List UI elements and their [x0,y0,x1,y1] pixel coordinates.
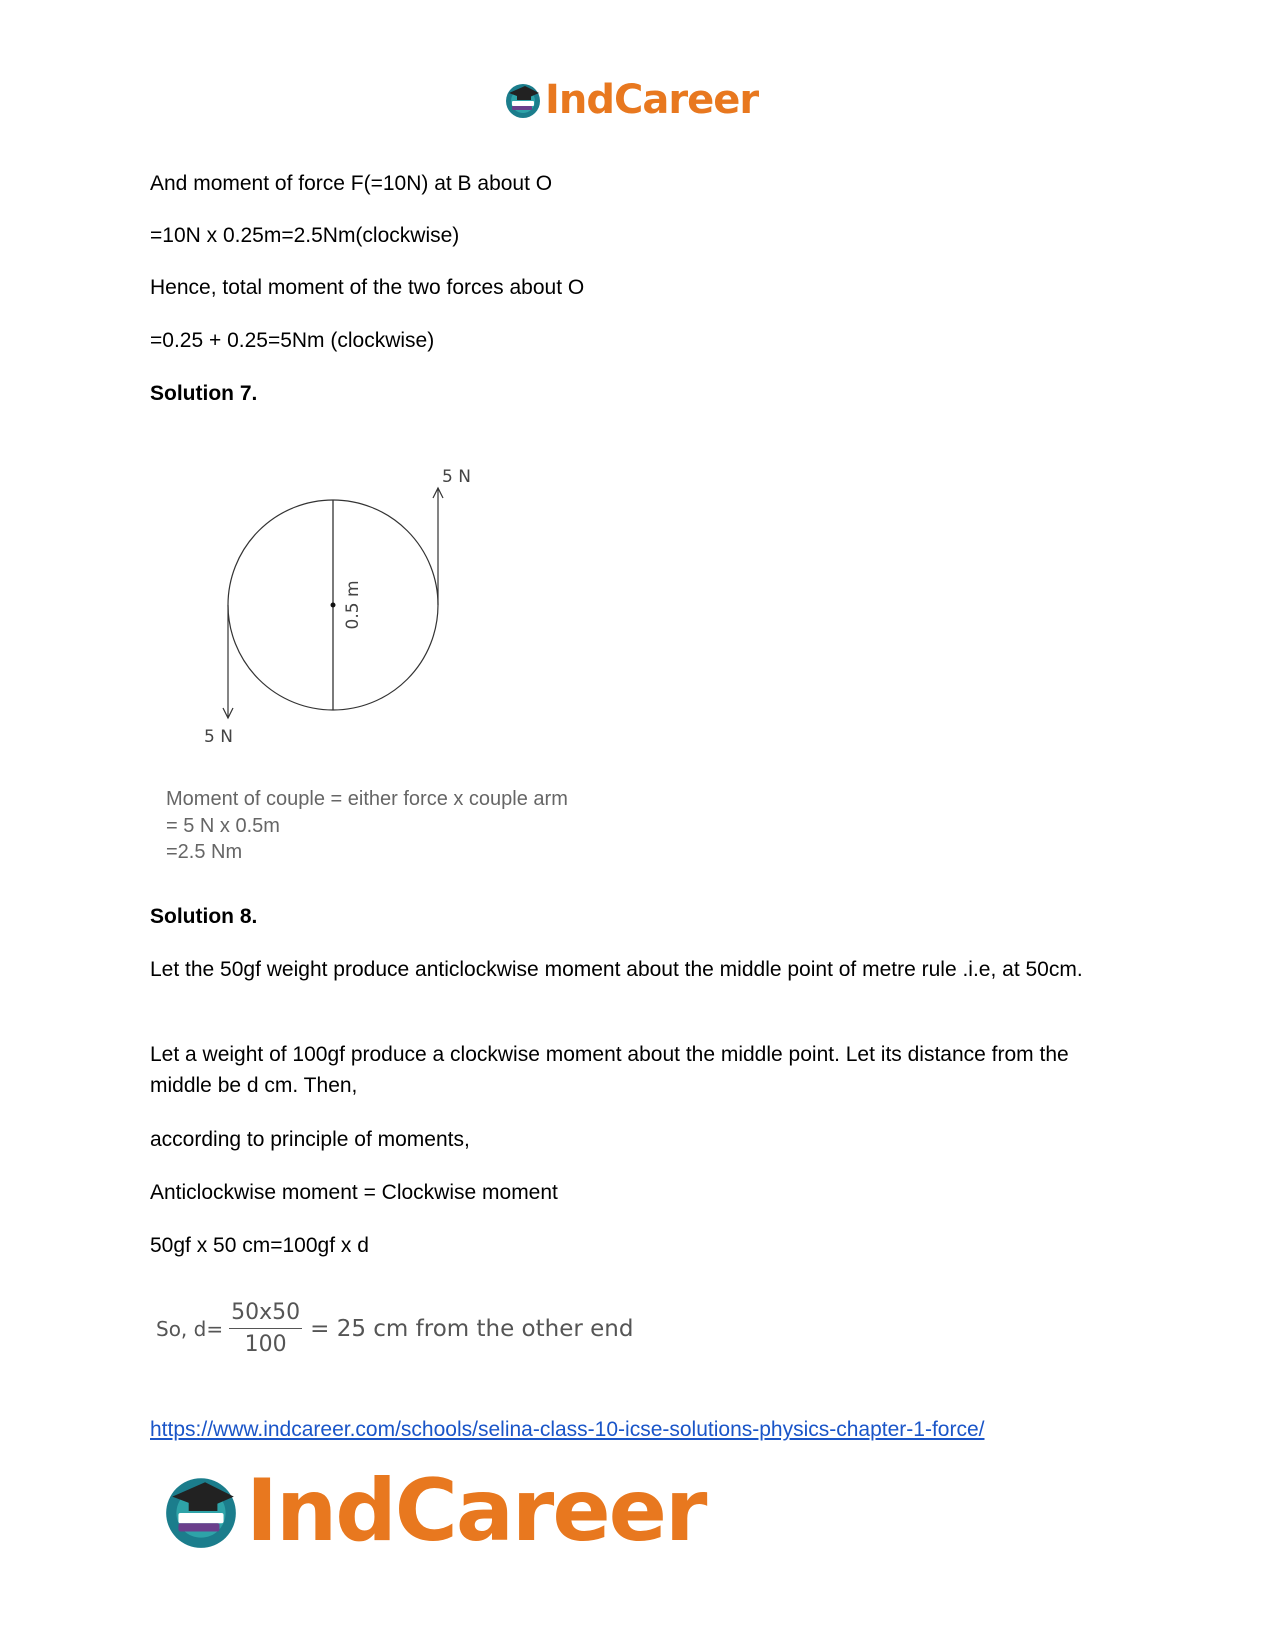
fraction-equation [156,1300,633,1357]
center-point [331,603,336,608]
paragraph: Let the 50gf weight produce anticlockwise moment about the middle point of metre rule .i.e, at 50cm. [150,958,1083,981]
fraction-prefix: So, d= [156,1316,224,1341]
fraction-denominator: 100 [244,1332,287,1357]
header-logo [503,77,759,123]
graduation-cap-icon [160,1470,242,1552]
fraction [229,1300,302,1357]
calc-line: =2.5 Nm [166,841,243,863]
text-line: And moment of force F(=10N) at B about O [150,172,553,195]
paragraph: 50gf x 50 cm=100gf x d [150,1234,369,1257]
paragraph: Anticlockwise moment = Clockwise moment [150,1181,558,1204]
calc-line: = 5 N x 0.5m [166,814,280,837]
solution-7-heading: Solution 7. [150,382,258,405]
fraction-result: = 25 cm from the other end [310,1315,634,1342]
force-bottom-label: 5 N [204,727,233,747]
solution-8-heading: Solution 8. [150,905,258,928]
footer-logo [160,1461,706,1561]
force-top-label: 5 N [442,467,471,487]
diameter-label: 0.5 m [343,580,363,630]
logo-text: IndCareer [246,1461,706,1561]
text-line: =0.25 + 0.25=5Nm (clockwise) [150,329,435,352]
logo-text: IndCareer [545,77,759,123]
paragraph: according to principle of moments, [150,1128,470,1151]
couple-calculation [166,786,568,866]
couple-diagram [190,460,490,750]
paragraph: Let a weight of 100gf produce a clockwise moment about the middle point. Let its distance from the middle be d cm. Then, [150,1043,1069,1097]
text-line: =10N x 0.25m=2.5Nm(clockwise) [150,224,460,247]
source-link[interactable]: https://www.indcareer.com/schools/selina-class-10-icse-solutions-physics-chapter-1-force/ [150,1418,985,1441]
text-line: Hence, total moment of the two forces about O [150,276,585,299]
calc-line: Moment of couple = either force x couple arm [166,788,568,810]
fraction-numerator: 50x50 [229,1300,302,1329]
graduation-cap-icon [503,80,543,120]
